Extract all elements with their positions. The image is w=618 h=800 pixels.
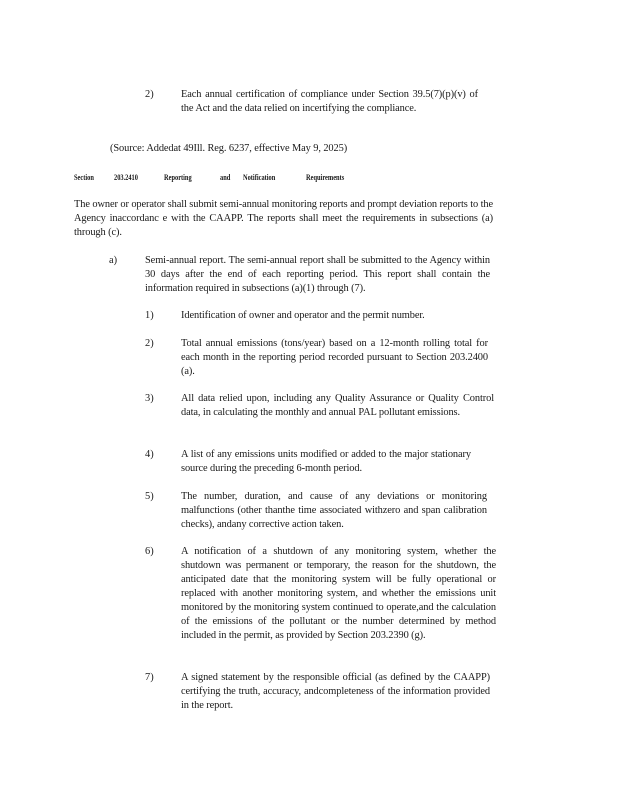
list-item-text: A notification of a shutdown of any monitoring system, whether the shutdown was permanent or temporary, the reason for the shutdown, the anticipated date that the monitoring system will be fully operational or replaced with another monitoring system, and whether the emissions unit monitored by the monitoring system continued to operate,and the calculation of the emissions of the pollutant or the number determined by method included in the permit, as provided by Section 203.2390 (g).	[181, 546, 496, 641]
intro-paragraph: The owner or operator shall submit semi-annual monitoring reports and prompt deviation reports to the Agency inaccordanc e with the CAAPP. The reports shall meet the requirements in subsections (a) through (c).	[74, 199, 493, 238]
list-item-number: 1)	[145, 310, 154, 321]
section-title-word: Notification	[243, 173, 276, 182]
source-note: (Source: Addedat 49Ill. Reg. 6237, effective May 9, 2025)	[110, 143, 348, 154]
section-title-word: and	[220, 173, 231, 182]
list-item-text: The number, duration, and cause of any deviations or monitoring malfunctions (other thanthe time associated withzero and span calibration checks), andany corrective action taken.	[181, 491, 487, 530]
section-number: 203.2410	[114, 173, 138, 182]
list-item-number: 3)	[145, 393, 154, 404]
list-item-number: 4)	[145, 449, 154, 460]
list-item-text: Identification of owner and operator and the permit number.	[181, 310, 425, 321]
list-item-text: A list of any emissions units modified or added to the major stationary source during the preceding 6-month period.	[181, 449, 471, 474]
list-item-text: Total annual emissions (tons/year) based on a 12-month rolling total for each month in the reporting period recorded pursuant to Section 203.2400 (a).	[181, 338, 488, 377]
list-item-text: Each annual certification of compliance under Section 39.5(7)(p)(v) of the Act and the data relied on incertifying the compliance.	[181, 89, 478, 114]
section-title-word: Reporting	[164, 173, 192, 182]
list-item-number: 2)	[145, 89, 154, 100]
subsection-text: Semi-annual report. The semi-annual report shall be submitted to the Agency within 30 days after the end of each reporting period. This report shall contain the information required in subsections (a)(1) through (7).	[145, 255, 490, 294]
list-item-number: 7)	[145, 672, 154, 683]
subsection-label: a)	[109, 255, 118, 266]
list-item-number: 2)	[145, 338, 154, 349]
list-item-text: All data relied upon, including any Quality Assurance or Quality Control data, in calculating the monthly and annual PAL pollutant emissions.	[181, 393, 494, 418]
section-title-word: Requirements	[306, 173, 345, 182]
list-item-number: 6)	[145, 546, 154, 557]
section-label: Section	[74, 173, 94, 182]
list-item-number: 5)	[145, 491, 154, 502]
list-item-text: A signed statement by the responsible official (as defined by the CAAPP) certifying the truth, accuracy, andcompleteness of the information provided in the report.	[181, 672, 490, 711]
